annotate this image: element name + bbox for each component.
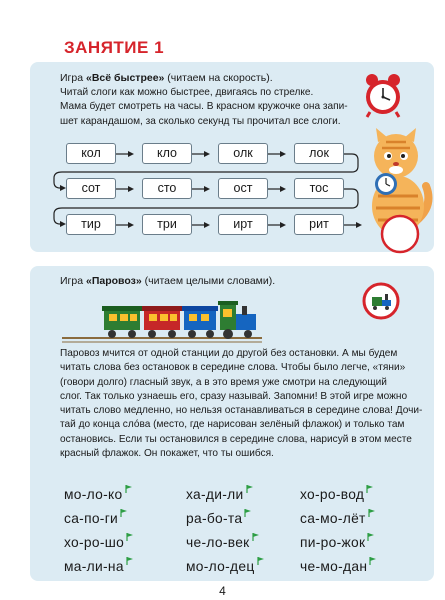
- green-flag-icon: [126, 533, 133, 541]
- word-item: [300, 487, 373, 502]
- green-flag-icon: [367, 533, 374, 541]
- word-text: хо-ро-вод: [300, 487, 365, 502]
- page-number: 4: [219, 584, 226, 598]
- word-text: ма-ли-на: [64, 559, 124, 574]
- game1-title-prefix: Игра: [60, 72, 86, 84]
- game2-title-name: «Паровоз»: [85, 275, 142, 287]
- game2-title: [60, 275, 275, 287]
- green-flag-icon: [246, 485, 253, 493]
- game2-instructions: [60, 347, 430, 461]
- green-flag-icon: [369, 557, 376, 565]
- word-item: [64, 559, 133, 574]
- syllable-box: рит: [294, 214, 344, 235]
- word-item: [300, 535, 374, 550]
- word-item: [186, 559, 264, 574]
- word-item: [64, 487, 132, 502]
- green-flag-icon: [125, 485, 132, 493]
- word-text: ха-ди-ли: [186, 487, 244, 502]
- game1-instructions-line: Мама будет смотреть на часы. В красном кружочке она запи-: [60, 101, 348, 113]
- cat-with-clock-illustration: [356, 126, 434, 256]
- green-flag-icon: [126, 557, 133, 565]
- word-item: [64, 511, 127, 526]
- game2-instructions-line: Паровоз мчится от одной станции до другой без остановки. А мы будем: [60, 348, 398, 359]
- syllable-box: олк: [218, 143, 268, 164]
- word-text: че-мо-дан: [300, 559, 368, 574]
- word-text: пи-ро-жок: [300, 535, 366, 550]
- syllable-box: лок: [294, 143, 344, 164]
- green-flag-icon: [252, 533, 259, 541]
- word-item: [186, 487, 253, 502]
- word-text: ра-бо-та: [186, 511, 243, 526]
- game2-title-prefix: Игра: [60, 275, 86, 287]
- word-text: мо-ло-ко: [64, 487, 123, 502]
- game1-instructions-line: Читай слоги как можно быстрее, двигаясь по стрелке.: [60, 87, 314, 98]
- game1-title-suffix: (читаем на скорость).: [164, 72, 273, 84]
- word-text: мо-ло-дец: [186, 559, 255, 574]
- green-flag-icon: [257, 557, 264, 565]
- game1-title-name: «Всё быстрее»: [85, 72, 165, 84]
- syllable-box: тос: [294, 178, 344, 199]
- game1-instructions-line: шет карандашом, за сколько секунд ты прочитал все слоги.: [60, 115, 341, 127]
- syllable-box: сот: [66, 178, 116, 199]
- lesson-title: ЗАНЯТИЕ 1: [64, 38, 165, 57]
- syllable-box: тир: [66, 214, 116, 235]
- train-badge-icon: [362, 282, 400, 320]
- syllable-box: сто: [142, 178, 192, 199]
- game2-instructions-line: остановись. Если ты остановился в середине слова, нарисуй в этом месте: [60, 433, 412, 445]
- alarm-clock-icon: [362, 70, 404, 118]
- word-item: [300, 559, 376, 574]
- green-flag-icon: [366, 485, 373, 493]
- syllable-box: ост: [218, 178, 268, 199]
- word-text: хо-ро-шо: [64, 535, 125, 550]
- syllable-box: кол: [66, 143, 116, 164]
- word-item: [300, 511, 375, 526]
- word-text: са-мо-лёт: [300, 511, 366, 526]
- game2-instructions-line: слог. Так только узнаешь его, сразу называй. Запомни! В этой игре можно: [60, 390, 408, 402]
- word-item: [64, 535, 133, 550]
- game1-instructions: [60, 86, 360, 129]
- green-flag-icon: [120, 509, 127, 517]
- word-text: са-по-ги: [64, 511, 119, 526]
- word-text: че-ло-век: [186, 535, 250, 550]
- green-flag-icon: [244, 509, 251, 517]
- syllable-box: три: [142, 214, 192, 235]
- game1-title: [60, 72, 273, 84]
- word-item: [186, 511, 251, 526]
- game2-instructions-line: тай до конца сло́ва (место, где нарисован зелёный флажок) и только там: [60, 419, 405, 431]
- game2-instructions-line: (говори долго) гласный звук, а в это время уже смотри на следующий: [60, 376, 387, 388]
- syllable-box: кло: [142, 143, 192, 164]
- train-illustration: [62, 296, 262, 344]
- game2-title-suffix: (читаем целыми словами).: [141, 275, 276, 287]
- syllable-box: ирт: [218, 214, 268, 235]
- game2-instructions-line: читать слова без остановок в середине слова. Чтобы было легче, «тяни»: [60, 362, 406, 374]
- game2-instructions-line: красный флажок. Он покажет, что ты ошибся.: [60, 448, 274, 460]
- game2-instructions-line: читать слово медленно, но нельзя останавливаться в середине слова! Дочи-: [60, 405, 423, 417]
- green-flag-icon: [368, 509, 375, 517]
- word-item: [186, 535, 259, 550]
